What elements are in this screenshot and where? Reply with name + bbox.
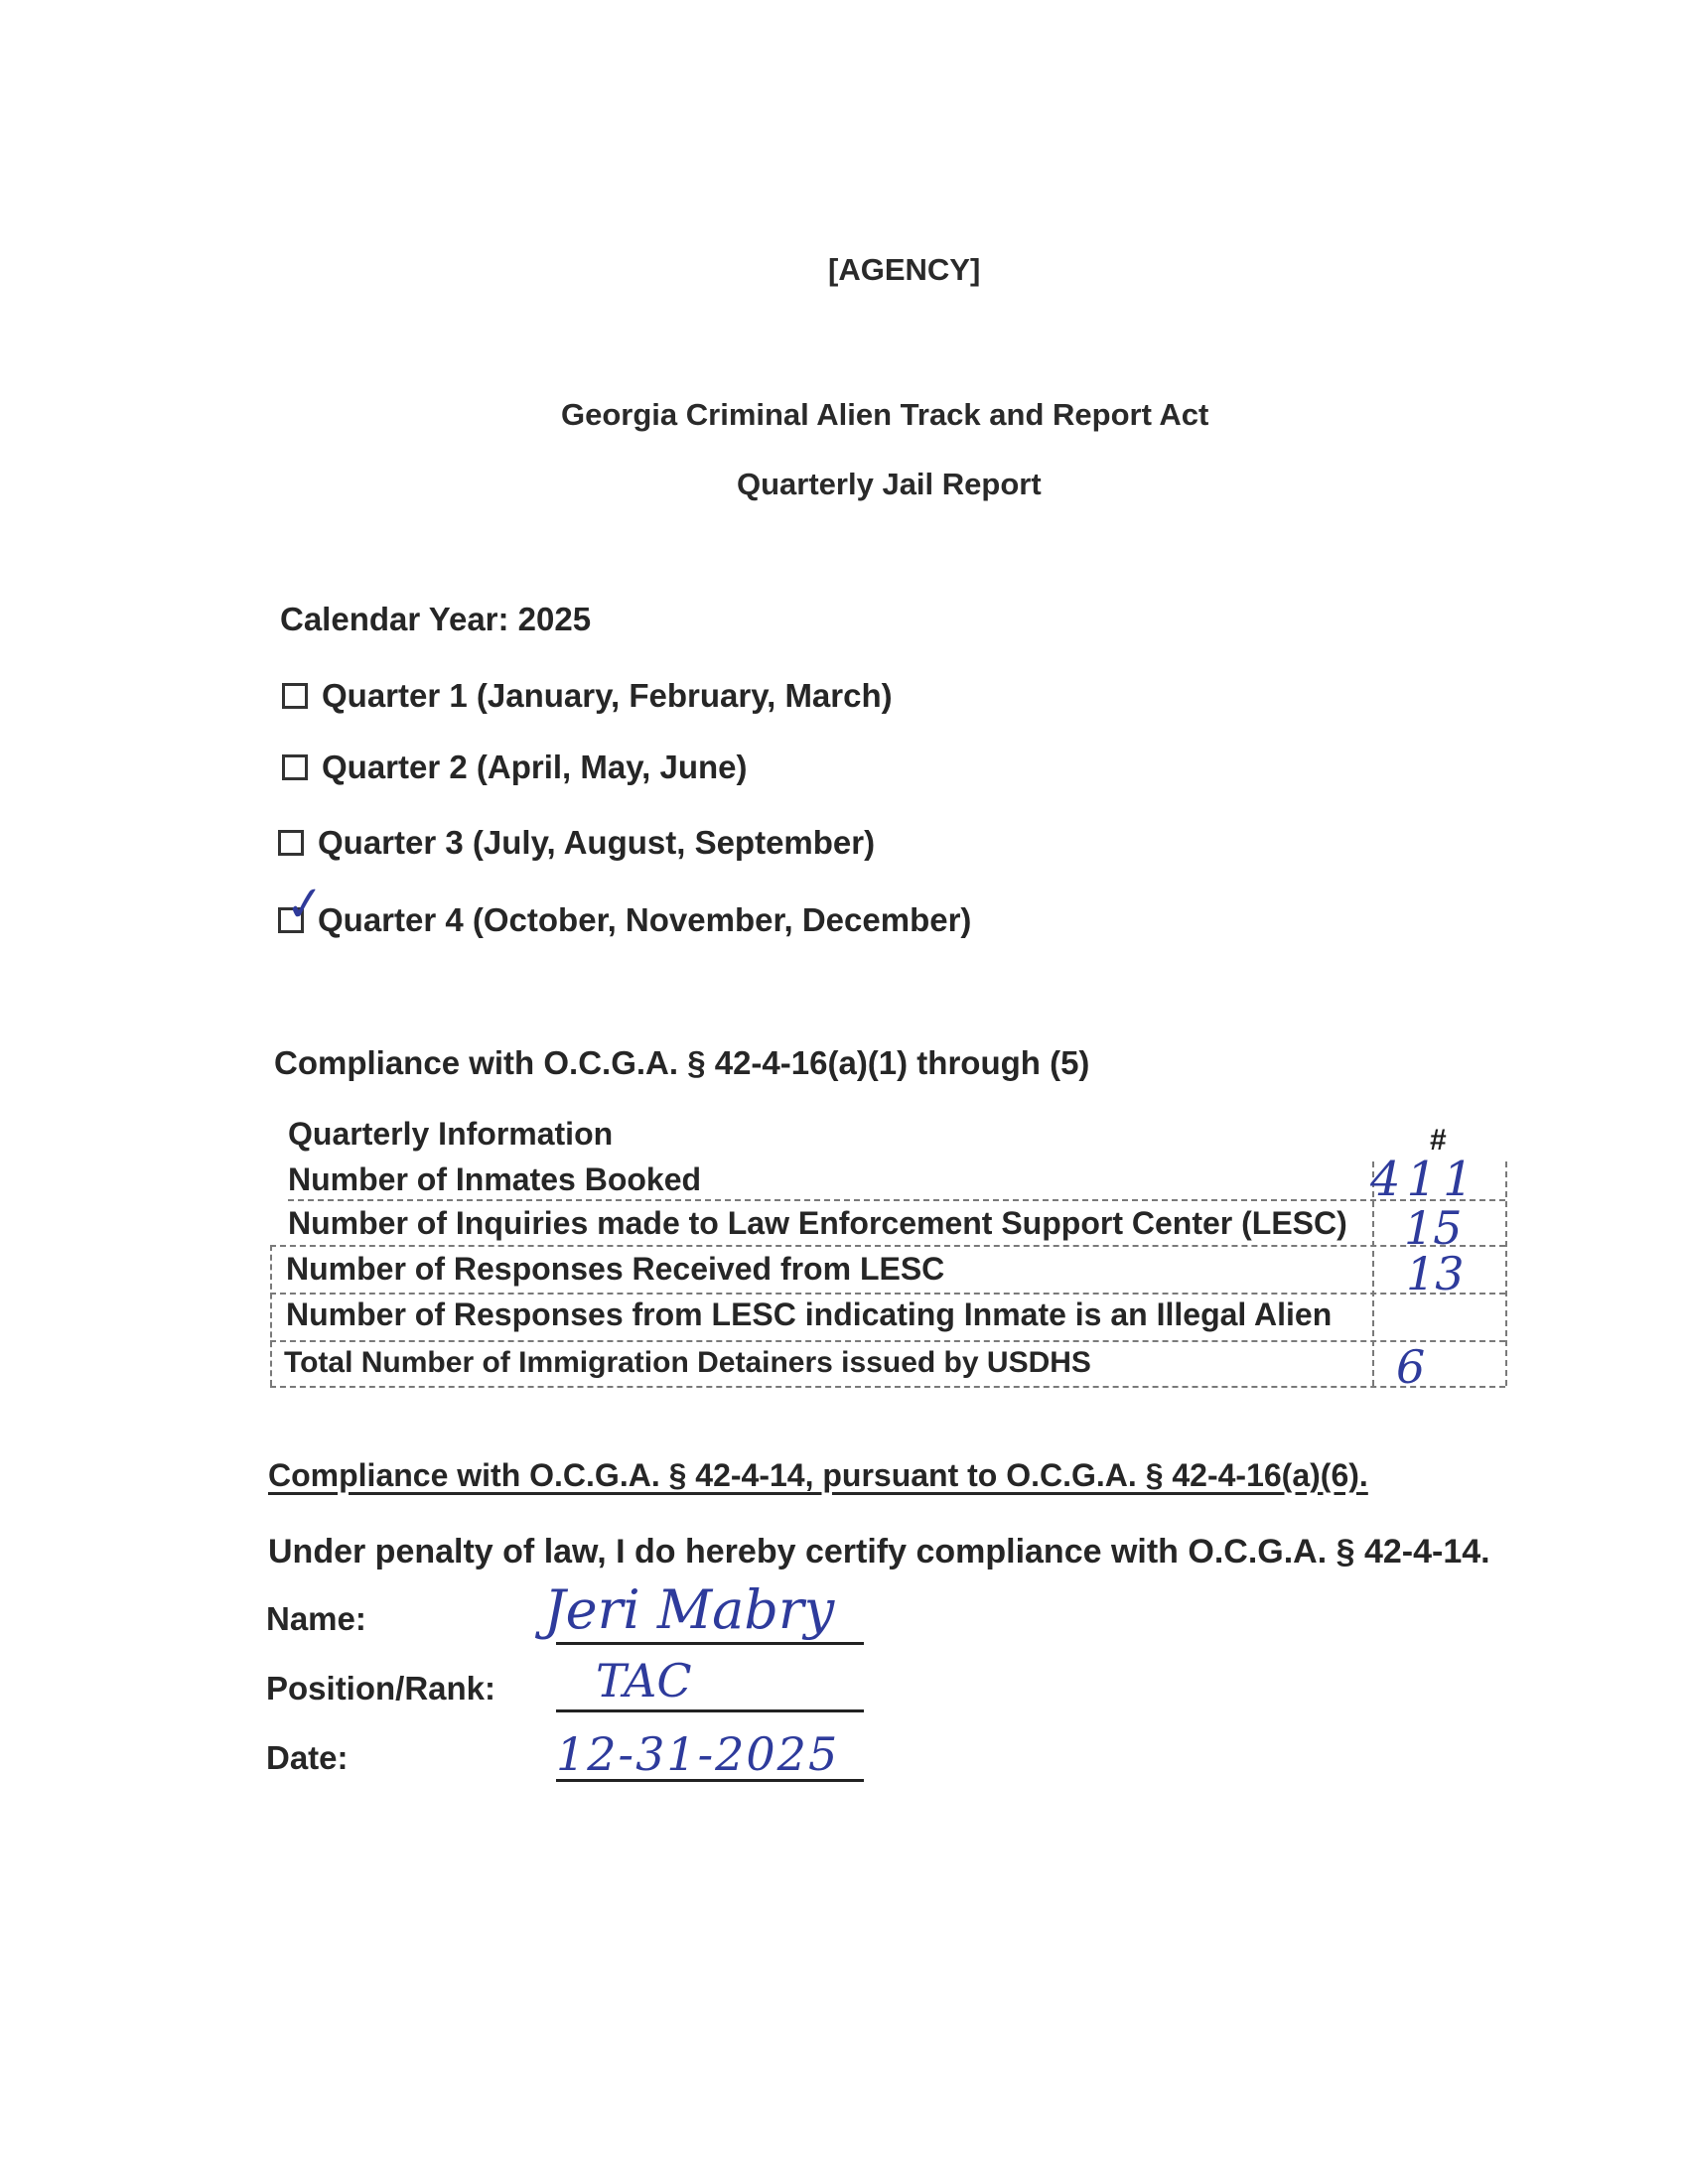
value-responses-lesc: 13	[1406, 1247, 1465, 1300]
table-header: Quarterly Information	[288, 1116, 614, 1152]
signature-name: Jeri Mabry	[544, 1578, 835, 1641]
table-rule	[270, 1386, 1505, 1388]
table-rule	[288, 1199, 1505, 1201]
form-subtitle: Quarterly Jail Report	[737, 467, 1042, 501]
quarter-1-checkbox[interactable]	[282, 683, 308, 709]
table-rule	[1505, 1161, 1507, 1386]
row-label-illegal-alien: Number of Responses from LESC indicating Inmate is an Illegal Alien	[286, 1297, 1333, 1332]
row-label-detainers: Total Number of Immigration Detainers issued by USDHS	[284, 1346, 1091, 1379]
date-label: Date:	[266, 1739, 349, 1776]
table-rule	[270, 1245, 1505, 1247]
value-inquiries-lesc: 15	[1404, 1201, 1463, 1255]
compliance-heading-2: Compliance with O.C.G.A. § 42-4-14, pursuant to O.C.G.A. § 42-4-16(a)(6).	[268, 1457, 1368, 1493]
row-label-responses-lesc: Number of Responses Received from LESC	[286, 1251, 945, 1287]
quarter-1-option[interactable]	[282, 677, 893, 715]
quarter-2-option[interactable]	[282, 749, 747, 786]
rank-label: Position/Rank:	[266, 1670, 496, 1706]
quarter-4-label: Quarter 4 (October, November, December)	[318, 901, 972, 938]
quarter-4-checkbox[interactable]	[278, 875, 329, 934]
agency-placeholder: [AGENCY]	[828, 252, 981, 287]
table-rule	[270, 1340, 1505, 1342]
row-label-inquiries-lesc: Number of Inquiries made to Law Enforcement Support Center (LESC)	[288, 1205, 1347, 1241]
value-detainers: 6	[1396, 1340, 1426, 1394]
checkmark-icon: ✓	[282, 875, 329, 934]
quarter-3-option[interactable]	[278, 824, 875, 862]
rank-line	[556, 1709, 864, 1712]
name-label: Name:	[266, 1600, 366, 1637]
certification-statement: Under penalty of law, I do hereby certify compliance with O.C.G.A. § 42-4-14.	[268, 1533, 1490, 1570]
quarter-2-checkbox[interactable]	[282, 754, 308, 780]
signature-date: 12-31-2025	[556, 1727, 840, 1781]
quarter-3-checkbox[interactable]	[278, 830, 304, 856]
value-inmates-booked: 411	[1370, 1152, 1479, 1207]
count-column-header: #	[1430, 1124, 1447, 1157]
quarter-3-label: Quarter 3 (July, August, September)	[318, 824, 876, 861]
form-title: Georgia Criminal Alien Track and Report Act	[561, 397, 1209, 432]
quarter-4-option[interactable]	[278, 875, 972, 939]
compliance-heading-1: Compliance with O.C.G.A. § 42-4-16(a)(1) through (5)	[274, 1044, 1090, 1081]
name-line	[556, 1642, 864, 1645]
quarter-2-label: Quarter 2 (April, May, June)	[322, 749, 748, 785]
row-label-inmates-booked: Number of Inmates Booked	[288, 1161, 702, 1197]
quarter-1-label: Quarter 1 (January, February, March)	[322, 677, 893, 714]
signature-rank: TAC	[596, 1654, 692, 1707]
calendar-year: Calendar Year: 2025	[280, 601, 592, 637]
table-rule	[270, 1245, 272, 1386]
table-rule	[270, 1293, 1505, 1295]
